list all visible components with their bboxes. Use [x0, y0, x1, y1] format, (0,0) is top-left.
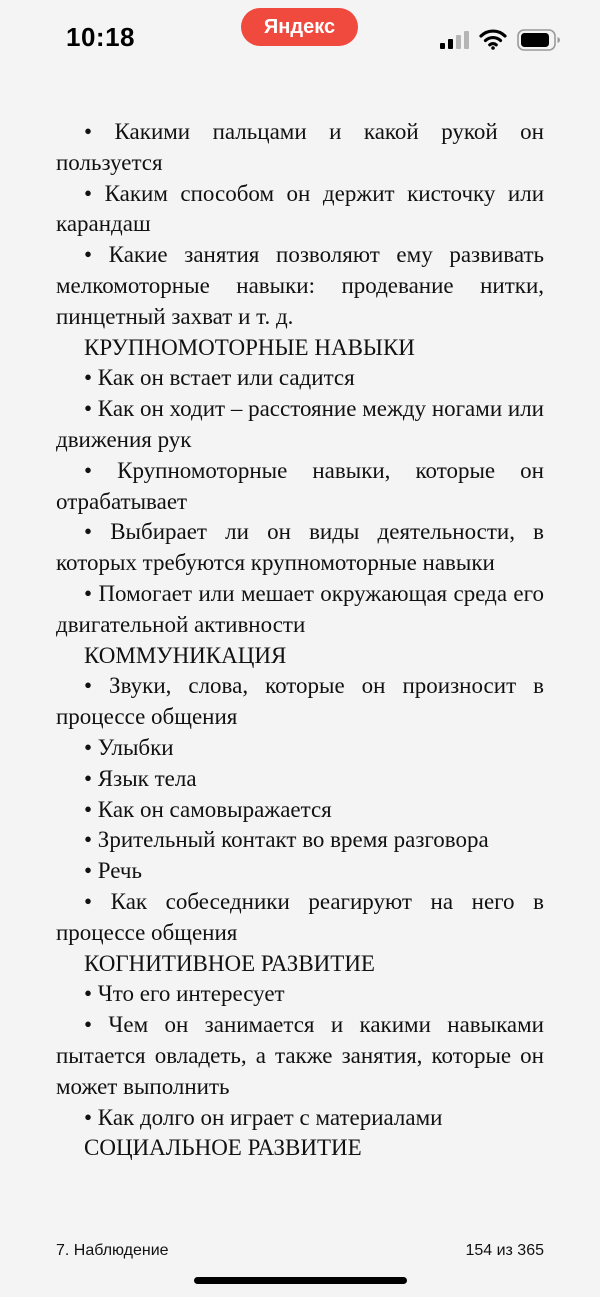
- wifi-icon: [479, 28, 507, 50]
- bullet-item: • Чем он занимается и какими навыками пытается овладеть, а также занятия, которые он может выполнить: [56, 1012, 544, 1099]
- cellular-signal-icon: [440, 31, 470, 49]
- status-time: 10:18: [66, 22, 135, 52]
- bullet-item: • Каким способом он держит кисточку или карандаш: [56, 180, 544, 237]
- bullet-item: • Речь: [84, 858, 142, 884]
- battery-icon: [517, 29, 561, 51]
- bullet-item: • Какими пальцами и какой рукой он пользуется: [56, 119, 544, 175]
- bullet-item: • Выбирает ли он виды деятельности, в которых требуются крупномоторные навыки: [56, 519, 544, 576]
- section-heading-cognitive: КОГНИТИВНОЕ РАЗВИТИЕ: [84, 950, 375, 976]
- bullet-item: • Помогает или мешает окружающая среда его двигательной активности: [56, 580, 544, 637]
- bullet-item: • Какие занятия позволяют ему развивать мелкомоторные навыки: продевание нитки, пинцетный захват и т. д.: [56, 242, 544, 329]
- section-heading-communication: КОММУНИКАЦИЯ: [84, 642, 287, 668]
- bullet-item: • Как он самовыражается: [84, 796, 332, 822]
- bullet-item: • Как он встает или садится: [84, 365, 355, 391]
- bullet-item: • Как собеседники реагируют на него в процессе общения: [56, 888, 544, 945]
- section-heading-gross-motor: КРУПНОМОТОРНЫЕ НАВЫКИ: [84, 334, 415, 360]
- bullet-item: • Зрительный контакт во время разговора: [84, 827, 489, 853]
- book-page-text: [56, 117, 544, 1164]
- bullet-item: • Что его интересует: [84, 981, 285, 1007]
- home-indicator[interactable]: [194, 1277, 407, 1284]
- section-heading-social: СОЦИАЛЬНОЕ РАЗВИТИЕ: [84, 1135, 362, 1161]
- bullet-item: • Крупномоторные навыки, которые он отрабатывает: [56, 457, 544, 514]
- bullet-item: • Язык тела: [84, 765, 197, 791]
- bullet-item: • Как он ходит – расстояние между ногами или движения рук: [56, 396, 544, 452]
- page-counter[interactable]: 154 из 365: [465, 1242, 544, 1259]
- bullet-item: • Звуки, слова, которые он произносит в процессе общения: [56, 673, 544, 730]
- yandex-brand-pill[interactable]: Яндекс: [241, 8, 358, 46]
- reader-footer: [56, 1242, 544, 1264]
- bullet-item: • Как долго он играет с материалами: [84, 1104, 443, 1130]
- chapter-title[interactable]: 7. Наблюдение: [56, 1242, 169, 1259]
- status-bar: [0, 0, 600, 80]
- bullet-item: • Улыбки: [84, 734, 174, 760]
